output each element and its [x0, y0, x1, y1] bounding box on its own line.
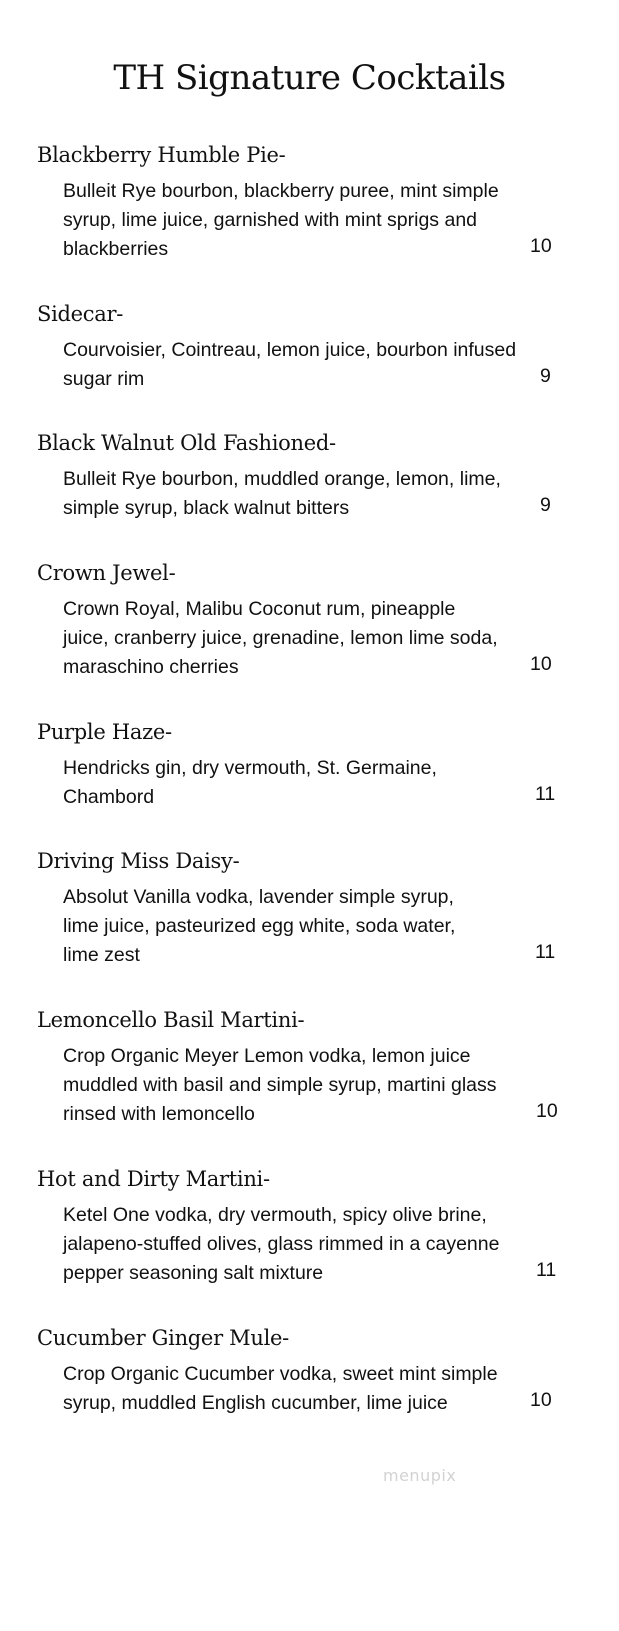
watermark: menupix: [383, 1466, 457, 1485]
description-line: jalapeno-stuffed olives, glass rimmed in a cayenne: [63, 1233, 500, 1255]
item-description: [63, 177, 499, 264]
item-price: 11: [536, 1259, 557, 1281]
description-line: Bulleit Rye bourbon, blackberry puree, mint simple: [63, 180, 499, 202]
description-line: juice, cranberry juice, grenadine, lemon lime soda,: [63, 627, 498, 649]
item-name: Purple Haze-: [37, 720, 172, 744]
item-name: Cucumber Ginger Mule-: [37, 1326, 289, 1350]
description-line: Hendricks gin, dry vermouth, St. Germaine,: [63, 757, 437, 779]
description-line: Chambord: [63, 786, 155, 808]
item-name: Black Walnut Old Fashioned-: [37, 431, 336, 455]
menu-title: TH Signature Cocktails: [113, 58, 506, 98]
description-line: Crown Royal, Malibu Coconut rum, pineapple: [63, 598, 456, 620]
item-description: [63, 1360, 498, 1418]
description-line: Crop Organic Meyer Lemon vodka, lemon juice: [63, 1045, 471, 1067]
item-price: 10: [530, 1389, 552, 1411]
item-name: Driving Miss Daisy-: [37, 849, 240, 873]
description-line: simple syrup, black walnut bitters: [63, 497, 350, 519]
description-line: muddled with basil and simple syrup, martini glass: [63, 1074, 497, 1096]
description-line: rinsed with lemoncello: [63, 1103, 255, 1125]
description-line: sugar rim: [63, 368, 145, 390]
item-price: 9: [540, 365, 551, 387]
item-price: 11: [535, 783, 556, 805]
item-price: 11: [535, 941, 556, 963]
description-line: blackberries: [63, 238, 169, 260]
item-name: Blackberry Humble Pie-: [37, 143, 286, 167]
item-description: [63, 1042, 497, 1129]
item-description: [63, 465, 501, 523]
description-line: syrup, muddled English cucumber, lime juice: [63, 1392, 448, 1414]
item-price: 9: [540, 494, 551, 516]
item-description: [63, 754, 437, 812]
description-line: maraschino cherries: [63, 656, 239, 678]
description-line: lime zest: [63, 944, 140, 966]
item-name: Hot and Dirty Martini-: [37, 1167, 270, 1191]
item-description: [63, 336, 516, 394]
item-price: 10: [530, 653, 552, 675]
description-line: lime juice, pasteurized egg white, soda water,: [63, 915, 456, 937]
item-price: 10: [536, 1100, 558, 1122]
item-name: Sidecar-: [37, 302, 123, 326]
description-line: pepper seasoning salt mixture: [63, 1262, 324, 1284]
description-line: Bulleit Rye bourbon, muddled orange, lemon, lime,: [63, 468, 501, 490]
item-description: [63, 1201, 499, 1288]
description-line: Absolut Vanilla vodka, lavender simple syrup,: [63, 886, 454, 908]
item-description: [63, 883, 455, 970]
item-description: [63, 595, 498, 682]
description-line: Crop Organic Cucumber vodka, sweet mint simple: [63, 1363, 498, 1385]
description-line: Courvoisier, Cointreau, lemon juice, bourbon infused: [63, 339, 517, 361]
description-line: Ketel One vodka, dry vermouth, spicy olive brine,: [63, 1204, 487, 1226]
description-line: syrup, lime juice, garnished with mint sprigs and: [63, 209, 478, 231]
item-name: Crown Jewel-: [37, 561, 176, 585]
item-price: 10: [530, 235, 552, 257]
item-name: Lemoncello Basil Martini-: [37, 1008, 305, 1032]
